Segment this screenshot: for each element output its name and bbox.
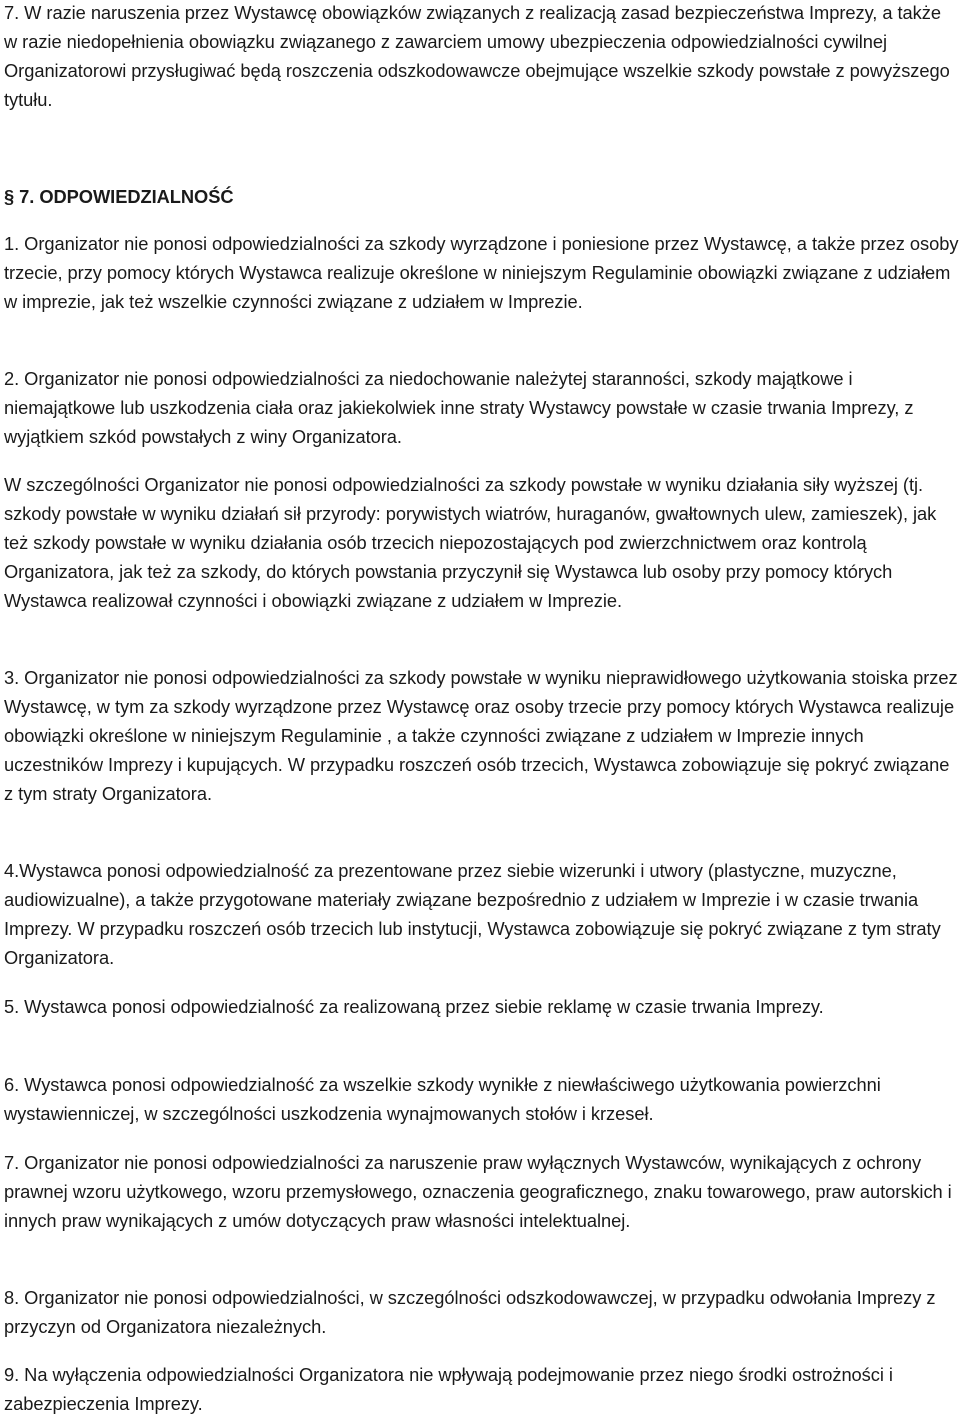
paragraph-2b: W szczególności Organizator nie ponosi odpowiedzialności za szkody powstałe w wyniku działania siły wyższej (tj. szkody powstałe w wyniku działań sił przyrody: porywistych wiatrów, huraganów, gwałtownych ulew, zamieszek), jak też szkody powstałe w wyniku działania osób trzecich niepozostających pod zwierzchnictwem oraz kontrolą Organizatora, jak też za szkody, do których powstania przyczynił się Wystawca lub osoby przy pomocy których Wystawca realizował czynności i obowiązki związane z udziałem w Imprezie.: [4, 474, 937, 611]
section-heading: § 7. ODPOWIEDZIALNOŚĆ: [4, 186, 234, 207]
paragraph-2: 2. Organizator nie ponosi odpowiedzialności za niedochowanie należytej staranności, szkody majątkowe i niemajątkowe lub uszkodzenia ciała oraz jakiekolwiek inne straty Wystawcy powstałe w czasie trwania Imprezy, z wyjątkiem szkód powstałych z winy Organizatora.: [4, 368, 914, 447]
paragraph-8: 8. Organizator nie ponosi odpowiedzialności, w szczególności odszkodowawczej, w przypadku odwołania Imprezy z przyczyn od Organizatora niezależnych.: [4, 1287, 936, 1337]
paragraph-7: 7. Organizator nie ponosi odpowiedzialności za naruszenie praw wyłącznych Wystawców, wynikających z ochrony prawnej wzoru użytkowego, wzoru przemysłowego, oznaczenia geograficznego, znaku towarowego, praw autorskich i innych praw wynikających z umów dotyczących praw własności intelektualnej.: [4, 1152, 952, 1231]
paragraph-9: 9. Na wyłączenia odpowiedzialności Organizatora nie wpływają podejmowanie przez niego środki ostrożności i zabezpieczenia Imprezy.: [4, 1364, 893, 1414]
paragraph-3: 3. Organizator nie ponosi odpowiedzialności za szkody powstałe w wyniku nieprawidłowego użytkowania stoiska przez Wystawcę, w tym za szkody wyrządzone przez Wystawcę oraz osoby trzecie przy pomocy których Wystawca realizuje obowiązki określone w niniejszym Regulaminie , a także czynności związane z udziałem w Imprezie innych uczestników Imprezy i kupujących. W przypadku roszczeń osób trzecich, Wystawca zobowiązuje się pokryć związane z tym straty Organizatora.: [4, 667, 958, 804]
paragraph-prev-7: 7. W razie naruszenia przez Wystawcę obowiązków związanych z realizacją zasad bezpieczeństwa Imprezy, a także w razie niedopełnienia obowiązku związanego z zawarciem umowy ubezpieczenia odpowiedzialności cywilnej Organizatorowi przysługiwać będą roszczenia odszkodowawcze obejmujące wszelkie szkody powstałe z powyższego tytułu.: [4, 2, 950, 110]
paragraph-4: 4.Wystawca ponosi odpowiedzialność za prezentowane przez siebie wizerunki i utwory (plastyczne, muzyczne, audiowizualne), a także przygotowane materiały związane bezpośrednio z udziałem w Imprezie i w czasie trwania Imprezy. W przypadku roszczeń osób trzecich lub instytucji, Wystawca zobowiązuje się pokryć związane z tym straty Organizatora.: [4, 860, 941, 968]
paragraph-5: 5. Wystawca ponosi odpowiedzialność za realizowaną przez siebie reklamę w czasie trwania Imprezy.: [4, 996, 824, 1017]
paragraph-6: 6. Wystawca ponosi odpowiedzialność za wszelkie szkody wynikłe z niewłaściwego użytkowania powierzchni wystawienniczej, w szczególności uszkodzenia wynajmowanych stołów i krzeseł.: [4, 1074, 881, 1124]
paragraph-1: 1. Organizator nie ponosi odpowiedzialności za szkody wyrządzone i poniesione przez Wystawcę, a także przez osoby trzecie, przy pomocy których Wystawca realizuje określone w niniejszym Regulaminie obowiązki związane z udziałem w imprezie, jak też wszelkie czynności związane z udziałem w Imprezie.: [4, 233, 959, 312]
